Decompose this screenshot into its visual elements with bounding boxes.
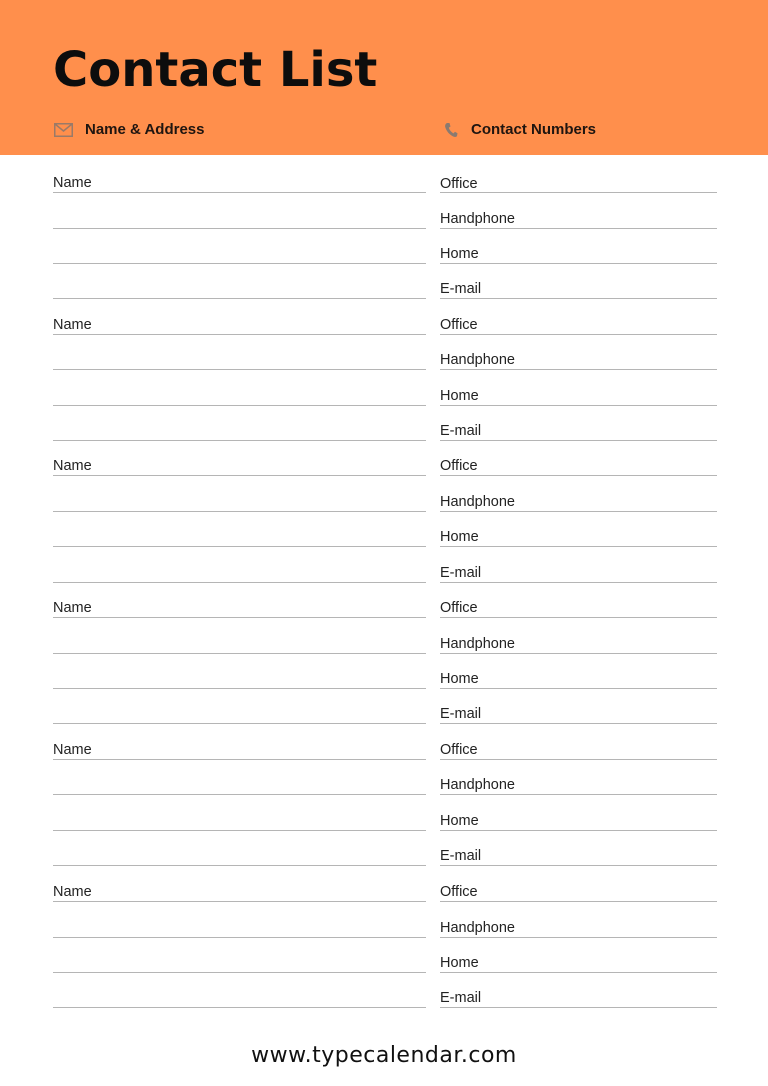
address-line[interactable] [53,440,426,441]
email-label: E-mail [440,706,482,722]
office-line[interactable] [440,334,717,335]
column-header-name-address [53,121,205,138]
office-line[interactable] [440,192,717,193]
footer-url[interactable]: www.typecalendar.com [251,1043,517,1068]
address-line[interactable] [53,546,426,547]
address-line[interactable] [53,688,426,689]
name-label: Name [53,600,92,616]
address-line[interactable] [53,582,426,583]
address-line[interactable] [53,723,426,724]
home-line[interactable] [440,830,717,831]
handphone-label: Handphone [440,211,515,227]
name-line[interactable] [53,475,426,476]
office-label: Office [440,317,478,333]
name-label: Name [53,742,92,758]
phone-icon [443,122,459,138]
address-line[interactable] [53,405,426,406]
address-line[interactable] [53,653,426,654]
office-line[interactable] [440,901,717,902]
email-label: E-mail [440,423,482,439]
office-line[interactable] [440,759,717,760]
name-label: Name [53,884,92,900]
name-line[interactable] [53,759,426,760]
home-line[interactable] [440,263,717,264]
home-line[interactable] [440,405,717,406]
address-line[interactable] [53,830,426,831]
email-label: E-mail [440,990,482,1006]
home-line[interactable] [440,972,717,973]
handphone-label: Handphone [440,494,515,510]
column-header-label: Name & Address [85,121,205,138]
office-line[interactable] [440,617,717,618]
handphone-label: Handphone [440,920,515,936]
name-line[interactable] [53,334,426,335]
home-line[interactable] [440,546,717,547]
office-label: Office [440,884,478,900]
handphone-label: Handphone [440,352,515,368]
address-line[interactable] [53,228,426,229]
address-line[interactable] [53,369,426,370]
email-line[interactable] [440,440,717,441]
email-line[interactable] [440,723,717,724]
email-line[interactable] [440,1007,717,1008]
office-label: Office [440,458,478,474]
office-label: Office [440,600,478,616]
home-label: Home [440,955,479,971]
home-label: Home [440,246,479,262]
email-label: E-mail [440,565,482,581]
home-line[interactable] [440,688,717,689]
home-label: Home [440,813,479,829]
home-label: Home [440,529,479,545]
name-line[interactable] [53,617,426,618]
home-label: Home [440,671,479,687]
address-line[interactable] [53,298,426,299]
name-label: Name [53,458,92,474]
name-line[interactable] [53,192,426,193]
column-header-label: Contact Numbers [471,121,597,138]
email-line[interactable] [440,298,717,299]
column-header-contact-numbers [443,121,596,138]
email-line[interactable] [440,582,717,583]
name-label: Name [53,175,92,191]
address-line[interactable] [53,972,426,973]
handphone-line[interactable] [440,228,717,229]
office-line[interactable] [440,475,717,476]
email-label: E-mail [440,281,482,297]
address-line[interactable] [53,1007,426,1008]
handphone-label: Handphone [440,636,515,652]
handphone-line[interactable] [440,794,717,795]
email-line[interactable] [440,865,717,866]
handphone-line[interactable] [440,511,717,512]
address-line[interactable] [53,937,426,938]
address-line[interactable] [53,511,426,512]
header-banner [0,0,768,155]
handphone-line[interactable] [440,369,717,370]
name-line[interactable] [53,901,426,902]
handphone-line[interactable] [440,937,717,938]
name-label: Name [53,317,92,333]
address-line[interactable] [53,865,426,866]
address-line[interactable] [53,263,426,264]
office-label: Office [440,742,478,758]
envelope-icon [53,122,73,138]
address-line[interactable] [53,794,426,795]
page-title: Contact List [53,42,378,98]
home-label: Home [440,388,479,404]
handphone-line[interactable] [440,653,717,654]
email-label: E-mail [440,848,482,864]
handphone-label: Handphone [440,777,515,793]
office-label: Office [440,176,478,192]
